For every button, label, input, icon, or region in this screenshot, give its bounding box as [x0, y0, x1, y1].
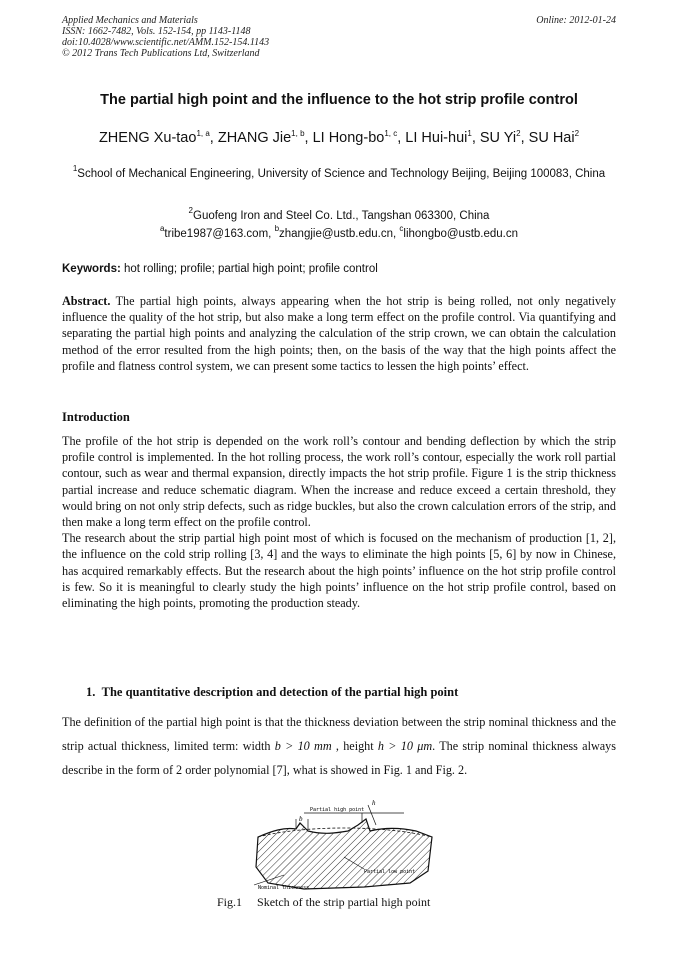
section-title: The quantitative description and detection of the partial high point	[101, 685, 459, 699]
definition-text: . The strip nominal thickness always describe in the form of 2 order polynomial [7], what is showed in Fig. 1 and Fig. 2.	[62, 739, 616, 777]
abstract-label: Abstract.	[62, 294, 111, 308]
author-affiliation-mark: 1, a	[196, 129, 210, 138]
affiliation-1	[62, 165, 616, 184]
email-mark: b	[274, 224, 280, 233]
introduction-heading: Introduction	[62, 410, 130, 424]
label-nominal-thickness: Nominal thickness	[258, 885, 310, 891]
affiliation-mark: 1	[72, 164, 78, 173]
label-b: b	[299, 815, 303, 823]
abstract-text: The partial high points, always appearing when the hot strip is being rolled, not only negatively influence the quality of the hot strip, but also make a long term effect on the profile control. Via quantifying and separating the partial high points and analyzing the calculation of the strip crown, we can obtain the calculation method of the error resulted from the high points; then, on the basis of the way that the high points affect the profile and flatness control system, we can present some tactics to lessen the high points’ effect.	[62, 294, 616, 373]
introduction-body	[62, 433, 616, 611]
figure-caption	[217, 895, 430, 910]
affiliation-mark: 2	[188, 206, 193, 215]
issn-line: ISSN: 1662-7482, Vols. 152-154, pp 1143-1148	[62, 26, 251, 37]
author-affiliation-mark: 2	[516, 129, 521, 138]
introduction-paragraph-1: The profile of the hot strip is depended on the work roll’s contour and bending deflection by which the strip profile control is implemented. In the hot rolling process, the work roll’s contour, especially the work roll partial contour, such as wear and thermal expansion, directly impacts the hot strip profile. Figure 1 is the strip thickness partial increase and reduce schematic diagram. When the increase and reduce exceed a certain threshold, they would bring on not only strip defects, such as ridge buckles, but also the crown calculation errors of the strip, and then make a long term effect on the profile control.	[62, 434, 616, 530]
keywords-text: hot rolling; profile; partial high point; profile control	[120, 263, 378, 275]
affiliation-text: School of Mechanical Engineering, University of Science and Technology Beijing, Beijing 100083, China	[77, 168, 606, 180]
copyright-line: © 2012 Trans Tech Publications Ltd, Switzerland	[62, 48, 260, 59]
width-condition: b > 10 mm	[274, 739, 332, 753]
keywords-label: Keywords:	[62, 263, 121, 275]
journal-header	[62, 15, 269, 59]
author-list: ZHENG Xu-tao$^{1, a}$, ZHANG Jie$^{1, b}$, LI Hong-bo$^{1, c}$, LI Hui-hui$^1$, SU Yi$^2$, SU Hai$^2$	[98, 129, 580, 146]
abstract	[62, 293, 616, 374]
height-condition: h > 10 μm	[377, 739, 433, 753]
author-affiliation-mark: 2	[574, 129, 580, 138]
affiliation-text: Guofeng Iron and Steel Co. Ltd., Tangshan 063300, China	[193, 210, 490, 222]
figure-caption-text: Sketch of the strip partial high point	[257, 895, 431, 909]
author-name: ZHANG Jie	[217, 130, 292, 146]
author-name: ZHENG Xu-tao	[98, 130, 197, 146]
author-affiliation-mark: 1	[467, 129, 472, 138]
affiliation-2	[62, 207, 616, 226]
introduction-paragraph-2: The research about the strip partial high point most of which is focused on the mechanism of production [1, 2], the influence on the cold strip rolling [3, 4] and the ways to eliminate the high points [5, 6] by now in Chinese, has acquired remarkably effects. But the research about the high points’ influence on the hot strip profile control is few. So it is meaningful to clearly study the high points’ influence on the hot strip profile control, based on eliminating the high points, promoting the production steady.	[62, 531, 616, 611]
strip-section	[256, 819, 432, 889]
definition-text: The definition of the partial high point is that the thickness deviation between the strip nominal thickness and the strip actual thickness, limited term: width	[62, 715, 616, 753]
author-name: LI Hong-bo	[312, 130, 385, 146]
label-h: h	[372, 799, 376, 807]
strip-sketch	[244, 795, 444, 895]
doi-line: doi:10.4028/www.scientific.net/AMM.152-154.1143	[62, 37, 270, 48]
author-name: SU Yi	[479, 130, 517, 146]
author-name: SU Hai	[528, 130, 575, 146]
journal-name: Applied Mechanics and Materials	[62, 15, 198, 26]
email-mark: c	[399, 224, 404, 233]
author-name: LI Hui-hui	[405, 130, 468, 146]
label-partial-low-point: Partial low point	[364, 869, 416, 875]
author-affiliation-mark: 1, c	[384, 129, 398, 138]
online-date: Online: 2012-01-24	[536, 15, 616, 26]
email-address: lihongbo@ustb.edu.cn	[403, 228, 519, 240]
figure-number: Fig.1	[217, 895, 243, 909]
figure-1	[244, 795, 444, 900]
email-address: zhangjie@ustb.edu.cn,	[279, 228, 400, 240]
section-1-heading	[86, 685, 458, 700]
definition-text: , height	[331, 739, 378, 753]
section-1-body	[62, 710, 616, 782]
keywords	[62, 263, 378, 275]
author-affiliation-mark: 1, b	[291, 129, 305, 138]
label-partial-high-point: Partial high point	[310, 807, 365, 813]
email-list	[62, 225, 616, 244]
email-mark: a	[159, 224, 165, 233]
email-address: tribe1987@163.com,	[164, 228, 275, 240]
section-number: 1.	[86, 685, 96, 699]
paper-title: The partial high point and the influence to the hot strip profile control	[100, 92, 578, 108]
height-dimension	[368, 805, 376, 825]
